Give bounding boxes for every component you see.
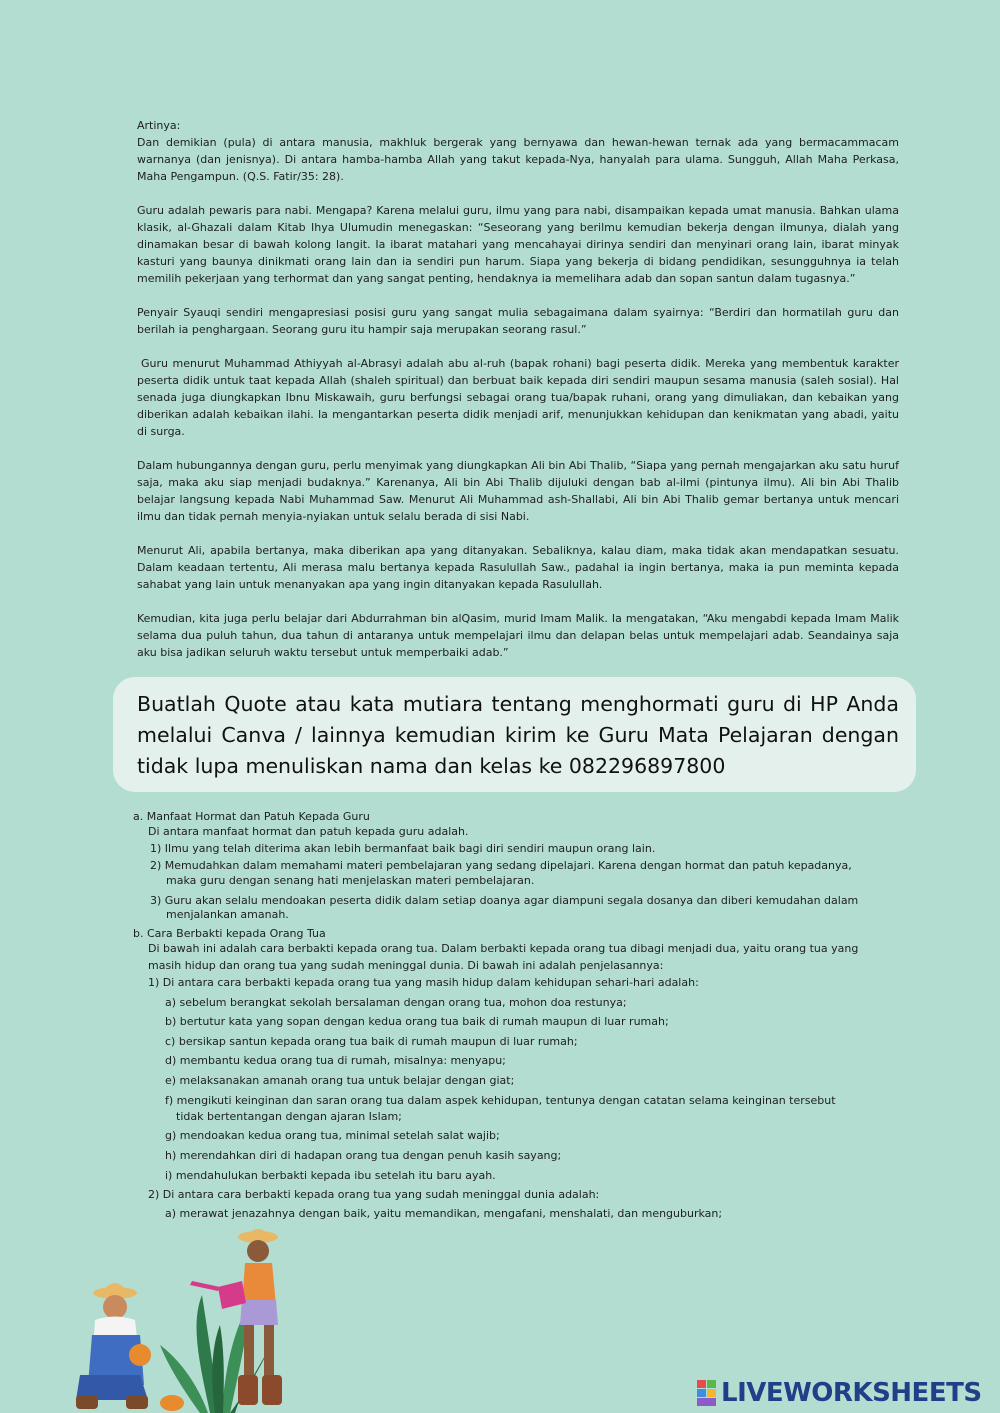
assignment-callout (113, 677, 916, 792)
list-item-continuation: tidak bertentangan dengan ajaran Islam; (176, 1110, 402, 1123)
list-item: g) mendoakan kedua orang tua, minimal setelah salat wajib; (165, 1129, 500, 1142)
list-item: e) melaksanakan amanah orang tua untuk belajar dengan giat; (165, 1074, 515, 1087)
section-a-item: 3) Guru akan selalu mendoakan peserta didik dalam setiap doanya agar diampuni segala dosanya dan diberi kemudahan dalam (150, 894, 859, 907)
list-item: b) bertutur kata yang sopan dengan kedua orang tua baik di rumah maupun di luar rumah; (165, 1015, 669, 1028)
artinya-text: Dan demikian (pula) di antara manusia, makhluk bergerak yang bernyawa dan hewan-hewan ternak ada yang bermacammacam warnanya (dan jenisnya). Di antara hamba-hamba Allah yang takut kepada-Nya, hanyalah para ulama. Sungguh, Allah Maha Perkasa, Maha Pengampun. (Q.S. Fatir/35: 28). (137, 136, 899, 183)
section-a-heading: a. Manfaat Hormat dan Patuh Kepada Guru (133, 810, 370, 823)
section-b-intro: masih hidup dan orang tua yang sudah meninggal dunia. Di bawah ini adalah penjelasannya: (148, 959, 664, 972)
assignment-text: Buatlah Quote atau kata mutiara tentang menghormati guru di HP Anda melalui Canva / lainnya kemudian kirim ke Guru Mata Pelajaran dengan tidak lupa menuliskan nama dan kelas ke 082296897800 (137, 692, 899, 778)
list-item: c) bersikap santun kepada orang tua baik di rumah maupun di luar rumah; (165, 1035, 578, 1048)
list-item: a) sebelum berangkat sekolah bersalaman dengan orang tua, mohon doa restunya; (165, 996, 627, 1009)
paragraph-syauqi: Penyair Syauqi sendiri mengapresiasi posisi guru yang sangat mulia sebagaimana dalam syairnya: “Berdiri dan hormatilah guru dan berilah ia penghargaan. Seorang guru itu hampir saja merupakan seorang rasul.” (137, 306, 899, 336)
list-item: d) membantu kedua orang tua di rumah, misalnya: menyapu; (165, 1054, 506, 1067)
section-b-intro: Di bawah ini adalah cara berbakti kepada orang tua. Dalam berbakti kepada orang tua dibagi menjadi dua, yaitu orang tua yang (148, 942, 859, 955)
artinya-label: Artinya: (137, 119, 181, 132)
sitting-gardener (76, 1283, 151, 1409)
section-b-sub2: 2) Di antara cara berbakti kepada orang tua yang sudah meninggal dunia adalah: (148, 1188, 600, 1201)
standing-gardener (238, 1229, 282, 1405)
liveworksheets-brand: LIVEWORKSHEETS (721, 1378, 982, 1408)
paragraph-menurut-ali: Menurut Ali, apabila bertanya, maka diberikan apa yang ditanyakan. Sebaliknya, kalau diam, maka tidak akan mendapatkan sesuatu. Dalam keadaan tertentu, Ali merasa malu bertanya kepada Rasulullah Saw., padahal ia ingin bertanya, maka ia pun meminta kepada sahabat yang lain untuk menanyakan apa yang ingin ditanyakan kepada Rasulullah. (137, 544, 899, 591)
list-item: f) mengikuti keinginan dan saran orang tua dalam aspek kehidupan, tentunya dengan catatan selama keinginan tersebut (165, 1094, 836, 1107)
paragraph-ali-bin-abi-thalib: Dalam hubungannya dengan guru, perlu menyimak yang diungkapkan Ali bin Abi Thalib, “Siapa yang pernah mengajarkan aku satu huruf saja, maka aku siap menjadi budaknya.” Karenanya, Ali bin Abi Thalib dijuluki dengan bab al-ilmi (pintunya ilmu). Ali bin Abi Thalib belajar langsung kepada Nabi Muhammad Saw. Menurut Ali Muhammad ash-Shallabi, Ali bin Abi Thalib gemar bertanya untuk mencari ilmu dan tidak pernah menyia-nyiakan untuk selalu berada di sisi Nabi. (137, 459, 899, 523)
section-a-item: 2) Memudahkan dalam memahami materi pembelajaran yang sedang dipelajari. Karena dengan hormat dan patuh kepadanya, (150, 859, 852, 872)
section-b-heading: b. Cara Berbakti kepada Orang Tua (133, 927, 326, 940)
list-item: i) mendahulukan berbakti kepada ibu setelah itu baru ayah. (165, 1169, 496, 1182)
section-a-item-continuation: maka guru dengan senang hati menjelaskan materi pembelajaran. (166, 874, 535, 887)
section-a-intro: Di antara manfaat hormat dan patuh kepada guru adalah. (148, 825, 469, 838)
watering-can (190, 1281, 246, 1309)
gardeners-illustration (40, 1225, 340, 1413)
liveworksheets-logo-icon (697, 1380, 717, 1406)
pumpkin (160, 1395, 184, 1411)
paragraph-al-abrasyi: Guru menurut Muhammad Athiyyah al-Abrasyi adalah abu al-ruh (bapak rohani) bagi peserta didik. Mereka yang membentuk karakter peserta didik untuk taat kepada Allah (shaleh spiritual) dan berbuat baik kepada diri sendiri maupun sesama manusia (saleh sosial). Hal senada juga diungkapkan Ibnu Miskawaih, guru berfungsi sebagai orang tua/bapak ruhani, orang yang dimuliakan, dan kebaikan yang diberikan adalah kebaikan ilahi. Ia mengantarkan peserta didik menjadi arif, menunjukkan kehidupan dan kenikmatan yang abadi, yaitu di surga. (137, 357, 899, 438)
list-item: a) merawat jenazahnya dengan baik, yaitu memandikan, mengafani, menshalati, dan menguburkan; (165, 1207, 723, 1220)
paragraph-pewaris-nabi: Guru adalah pewaris para nabi. Mengapa? Karena melalui guru, ilmu yang para nabi, disampaikan kepada umat manusia. Bahkan ulama klasik, al-Ghazali dalam Kitab Ihya Ulumudin menegaskan: “Seseorang yang berilmu kemudian bekerja dengan ilmunya, dialah yang dinamakan besar di bawah kolong langit. Ia ibarat matahari yang mencahayai dirinya sendiri dan menyinari orang lain, ibarat minyak kasturi yang baunya dinikmati orang lain dan ia sendiri pun harum. Siapa yang bekerja di bidang pendidikan, sesungguhnya ia telah memilih pekerjaan yang terhormat dan yang sangat penting, hendaknya ia memelihara adab dan sopan santun dalam tugasnya.” (137, 204, 899, 285)
section-b-sub1: 1) Di antara cara berbakti kepada orang tua yang masih hidup dalam kehidupan sehari-hari adalah: (148, 976, 699, 989)
liveworksheets-logo (697, 1378, 982, 1408)
paragraph-abdurrahman: Kemudian, kita juga perlu belajar dari Abdurrahman bin alQasim, murid Imam Malik. Ia mengatakan, “Aku mengabdi kepada Imam Malik selama dua puluh tahun, dua tahun di antaranya untuk mempelajari ilmu dan delapan belas untuk mempelajari adab. Seandainya saja aku bisa jadikan seluruh waktu tersebut untuk memperbaiki adab.” (137, 612, 899, 659)
section-a-item: 1) Ilmu yang telah diterima akan lebih bermanfaat baik bagi diri sendiri maupun orang lain. (150, 842, 656, 855)
section-a-item-continuation: menjalankan amanah. (166, 908, 289, 921)
list-item: h) merendahkan diri di hadapan orang tua dengan penuh kasih sayang; (165, 1149, 562, 1162)
